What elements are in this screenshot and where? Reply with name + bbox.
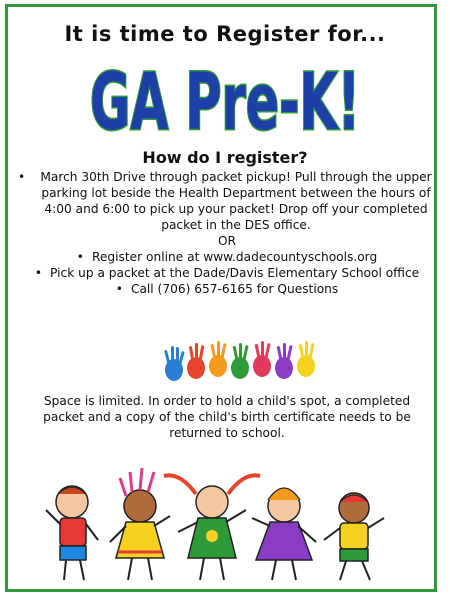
list-item <box>18 169 436 233</box>
page-title: GA Pre-K! <box>90 58 360 145</box>
or-text: OR <box>217 234 237 248</box>
list-item <box>18 265 436 281</box>
notice-text: Space is limited. In order to hold a child's spot, a completed packet and a copy of the child's birth certificate needs to be returned to school. <box>43 394 411 440</box>
handprint-icon <box>164 346 185 381</box>
bullet-icon: • <box>18 170 26 184</box>
registration-info <box>18 169 436 297</box>
online-text: Register online at www.dadecountyschools.org <box>92 250 378 264</box>
call-text: Call (706) 657-6165 for Questions <box>130 282 339 296</box>
handprint-icon <box>209 341 227 377</box>
title-graphic <box>0 55 450 145</box>
handprint-icon <box>275 343 293 379</box>
school-text: Pick up a packet at the Dade/Davis Elementary School office <box>50 266 420 280</box>
handprints-image <box>160 338 320 386</box>
child-figure-icon <box>110 468 170 580</box>
child-figure-icon <box>164 475 260 580</box>
pickup-text: March 30th Drive through packet pickup! Pull through the upper parking lot beside the Health Department between the hours of 4:00 and 6:00 to pick up your packet! Drop off your completed packet in the DES office. <box>40 170 432 232</box>
list-item <box>18 249 436 265</box>
headline: It is time to Register for... <box>64 22 386 46</box>
bullet-icon: • <box>34 266 43 280</box>
kids-illustration <box>40 462 390 587</box>
subheading: How do I register? <box>142 148 308 167</box>
bullet-icon: • <box>115 282 123 296</box>
child-figure-icon <box>252 488 316 580</box>
list-item <box>18 281 436 297</box>
handprint-icon <box>297 341 315 377</box>
child-figure-icon <box>324 493 384 580</box>
handprint-icon <box>253 341 271 377</box>
handprint-icon <box>187 343 205 379</box>
child-figure-icon <box>46 486 98 580</box>
handprint-icon <box>231 343 249 379</box>
bullet-icon: • <box>76 250 84 264</box>
